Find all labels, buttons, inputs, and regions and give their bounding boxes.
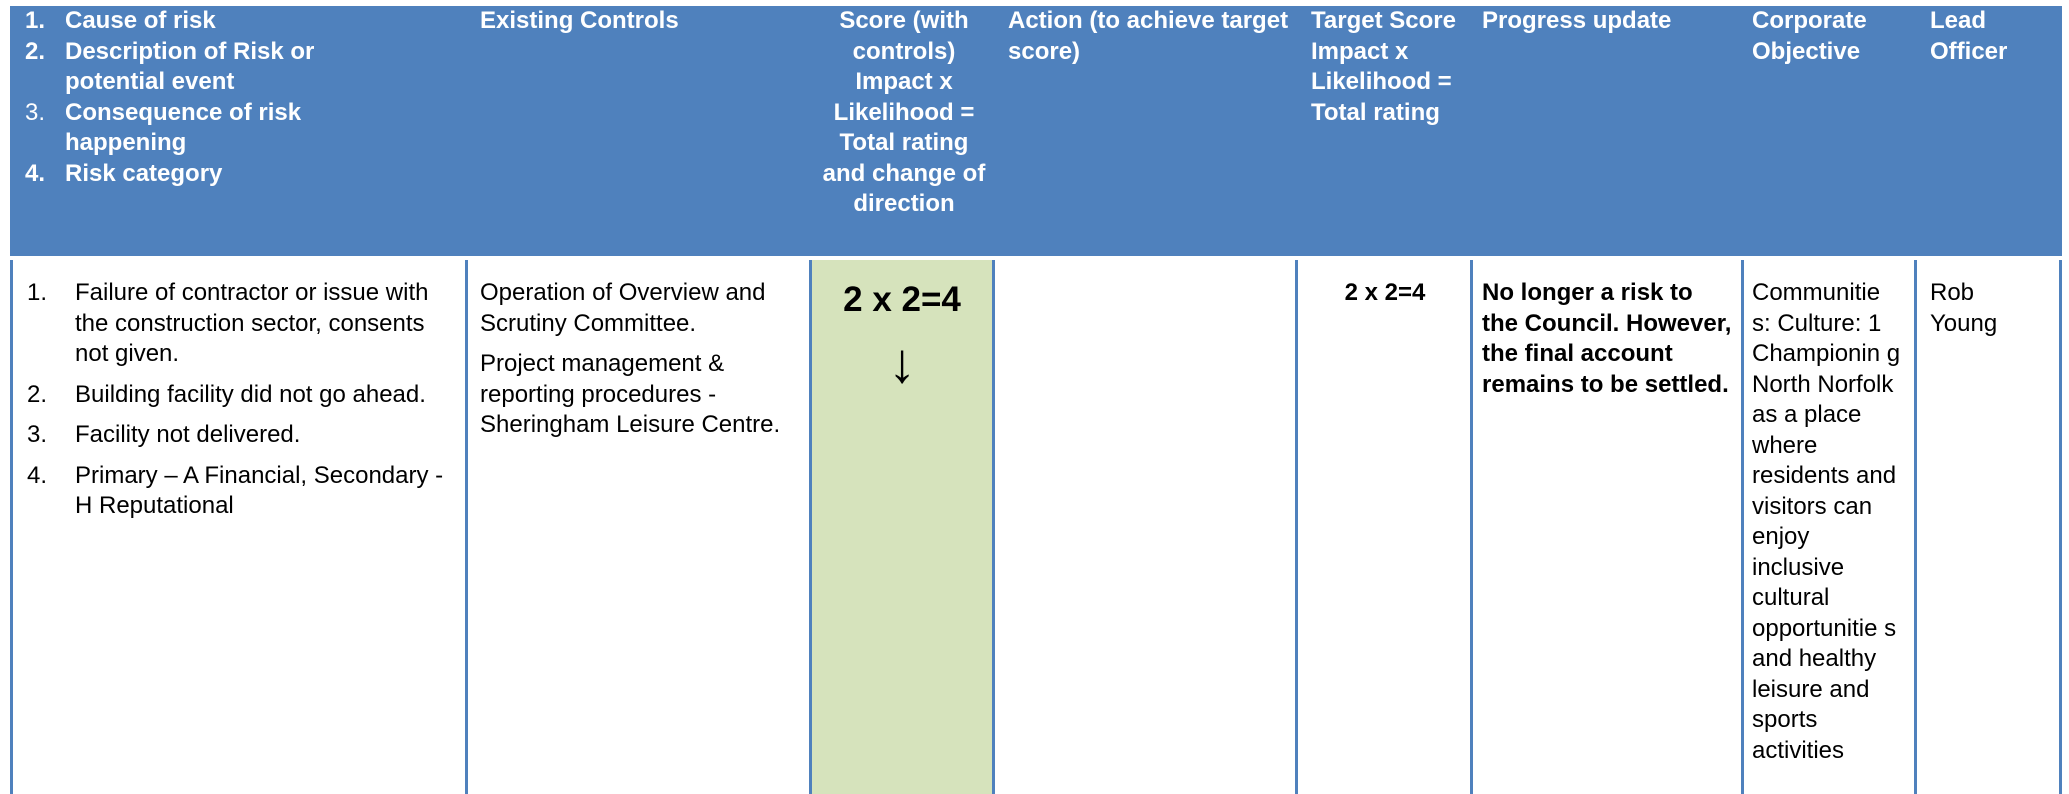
score-value: 2 x 2=4 <box>843 280 961 319</box>
cause-item-4: 4. Primary – A Financial, Secondary - H Reputational <box>27 461 444 519</box>
progress-update-cell: No longer a risk to the Council. However, the final account remains to be settled. <box>1482 279 1732 398</box>
lead-officer-cell: Rob Young <box>1930 279 1998 337</box>
cause-item-2: 2. Building facility did not go ahead. <box>27 380 426 408</box>
direction-down-arrow-icon: ↓ <box>888 331 916 394</box>
header-cause-list <box>10 6 470 189</box>
header-existing-controls: Existing Controls <box>480 7 679 34</box>
header-cause-item-4: 4. Risk category <box>25 159 223 187</box>
header-action: Action (to achieve target score) <box>1008 7 1289 65</box>
corporate-objective-cell: Communitie s: Culture: 1 Championin g North Norfolk as a place where residents and visitors can enjoy inclusive cultural opportunitie s and healthy leisure and sports activities <box>1752 279 1901 764</box>
cause-item-1: 1. Failure of contractor or issue with the construction sector, consents not given. <box>27 279 429 367</box>
header-cause-column <box>10 6 470 189</box>
table-header <box>10 6 2062 256</box>
table-row <box>10 260 2062 794</box>
existing-controls-cell <box>480 278 800 451</box>
header-lead-officer: Lead Officer <box>1930 7 2008 65</box>
risk-register-table <box>10 6 2062 794</box>
header-cause-item-1: 1. Cause of risk <box>25 7 216 34</box>
header-cause-item-2: 2. Description of Risk or potential event <box>25 37 315 95</box>
cause-cell <box>10 278 460 532</box>
control-item: Operation of Overview and Scrutiny Committee. <box>480 279 766 337</box>
header-progress-update: Progress update <box>1482 7 1672 34</box>
header-score: Score (with controls) Impact x Likelihood = Total rating and change of direction <box>822 7 986 217</box>
cause-item-3: 3. Facility not delivered. <box>27 421 301 448</box>
header-cause-item-3: 3. Consequence of risk happening <box>25 98 302 156</box>
header-corporate-objective: Corporate Objective <box>1752 7 1867 65</box>
header-target-score: Target Score Impact x Likelihood = Total rating <box>1311 7 1456 126</box>
cause-list <box>10 278 460 522</box>
target-score-cell: 2 x 2=4 <box>1344 279 1426 306</box>
control-item: Project management & reporting procedures - Sheringham Leisure Centre. <box>480 350 781 438</box>
